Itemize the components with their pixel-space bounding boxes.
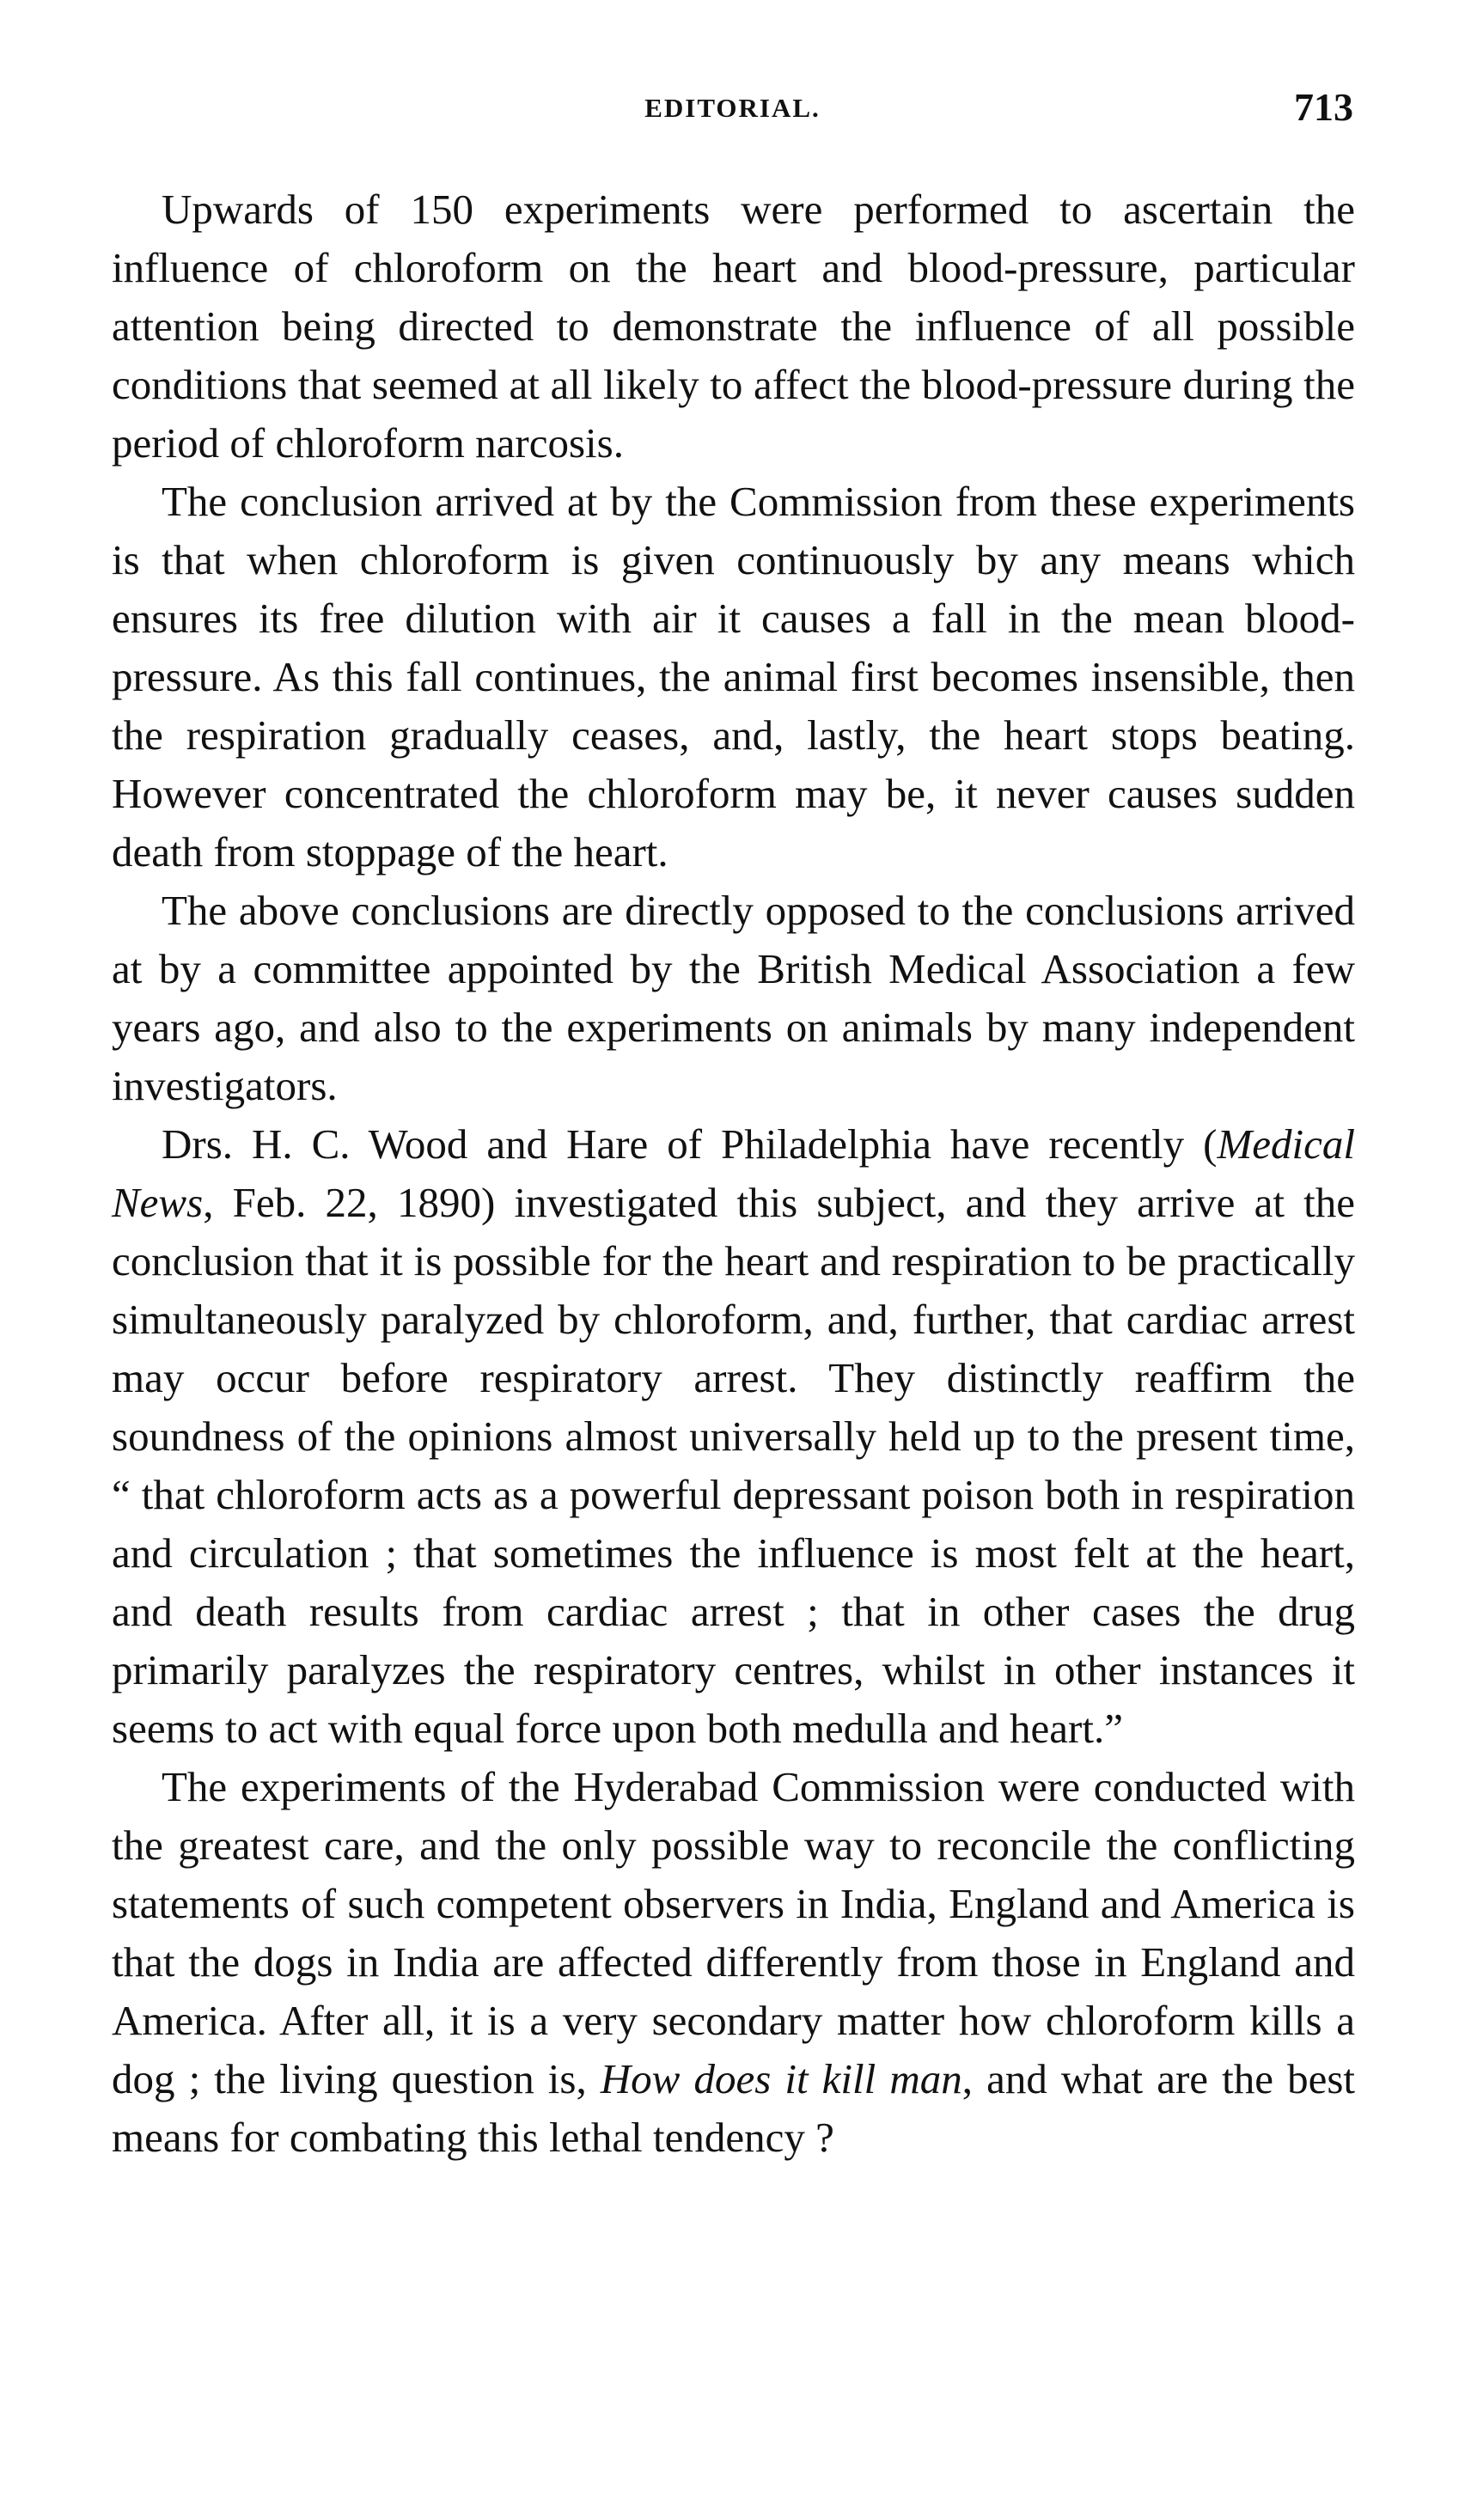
paragraph-text: Drs. H. C. Wood and Hare of Philadelphia have recently ( [162,1120,1218,1168]
paragraph-commission-conclusion [112,473,1355,882]
running-head-title: EDITORIAL. [644,93,821,123]
page-number: 713 [1294,85,1353,129]
journal-title: Medical News [112,1120,1355,1226]
body-text [112,180,1355,2167]
paragraph-opposed-conclusions [112,882,1355,1115]
paragraph-text: , Feb. 22, 1890) investigated this subject, and they arrive at the conclusion that it is possible for the heart and respiration to be practically simultaneously paralyzed by chloroform, and, further, that cardiac arrest may occur before respiratory arrest. They distinctly reaffirm the soundness of the opinions almost universally held up to the present time, “ that chloroform acts as a powerful depressant poison both in respiration and circulation ; that sometimes the influence is most felt at the heart, and death results from cardiac arrest ; that in other cases the drug primarily paralyzes the respiratory centres, whilst in other instances it seems to act with equal force upon both medulla and heart.” [112,1179,1355,1752]
emphasized-question: How does it kill man [600,2055,962,2102]
paragraph-text: The experiments of the Hyderabad Commission were conducted with the greatest care, and the only possible way to reconcile the conflicting statements of such competent observers in India, England and America is that the dogs in India are affected differently from those in England and America. After all, it is a very secondary matter how chloroform kills a dog ; the living question is, [112,1763,1355,2102]
paragraph-text: The conclusion arrived at by the Commission from these experiments is that when chloroform is given continuously by any means which ensures its free dilution with air it causes a fall in the mean blood-pressure. As this fall continues, the animal first becomes insensible, then the respiration gradually ceases, and, lastly, the heart stops beating. However concentrated the chloroform may be, it never causes sudden death from stoppage of the heart. [112,478,1355,876]
paragraph-experiments [112,180,1355,473]
paragraph-text: , and what are the best means for combating this lethal tendency ? [112,2055,1356,2161]
paragraph-hyderabad-commission [112,1758,1355,2167]
running-head [112,85,1353,144]
paragraph-text: The above conclusions are directly opposed to the conclusions arrived at by a committee appointed by the British Medical Association a few years ago, and also to the experiments on animals by many independent investigators. [112,887,1355,1109]
paragraph-text: Upwards of 150 experiments were performed to ascertain the influence of chloroform on the heart and blood-pressure, particular attention being directed to demonstrate the influence of all possible conditions that seemed at all likely to affect the blood-pressure during the period of chloroform narcosis. [112,186,1355,467]
paragraph-wood-and-hare [112,1115,1355,1758]
